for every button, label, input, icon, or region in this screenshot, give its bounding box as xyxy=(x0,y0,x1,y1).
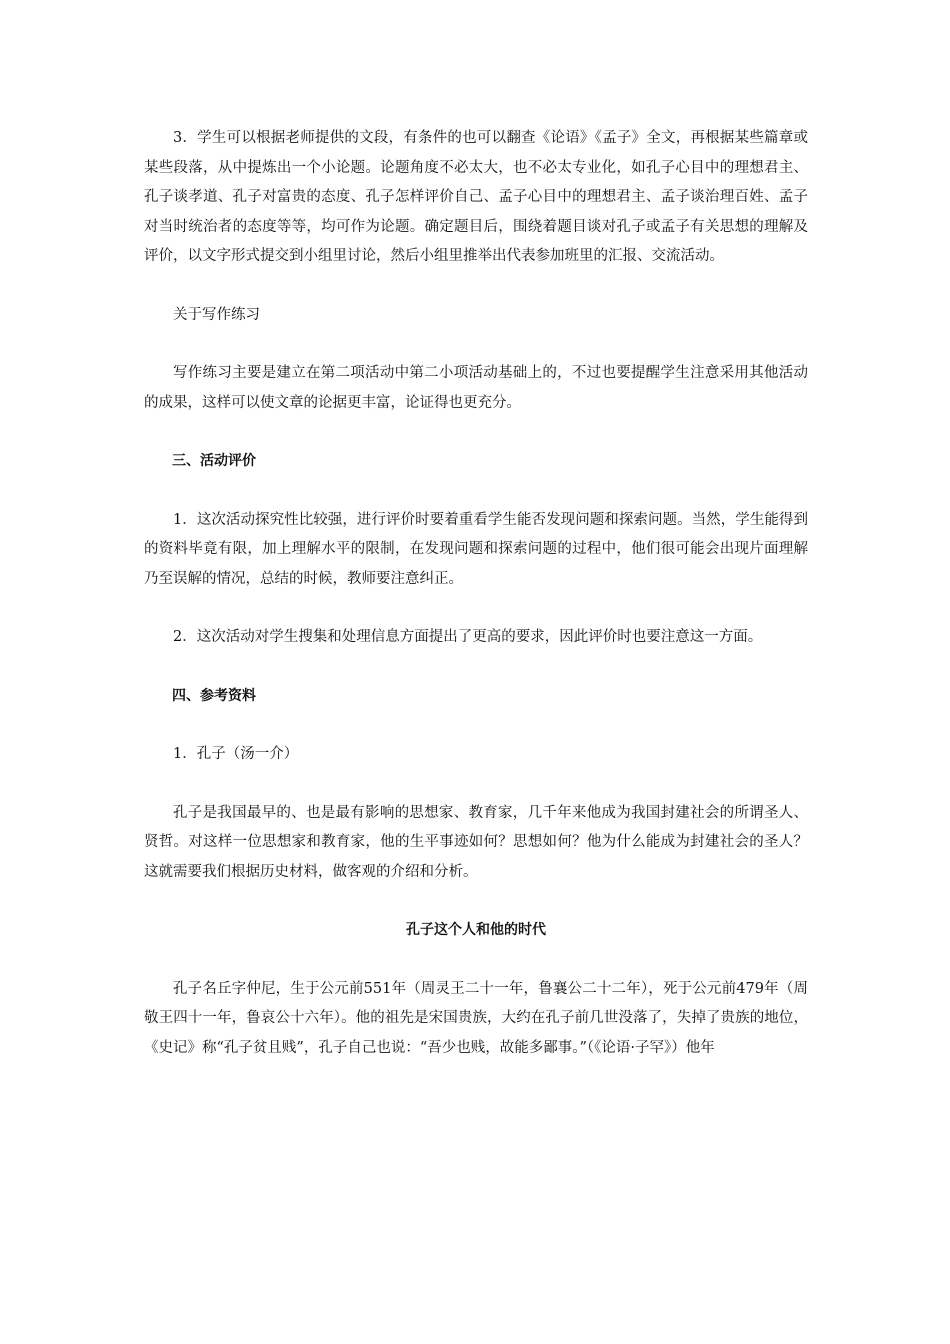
paragraph-confucius-life: 孔子名丘字仲尼，生于公元前551年（周灵王二十一年，鲁襄公二十二年），死于公元前479年（周敬王四十一年，鲁哀公十六年）。他的祖先是宋国贵族，大约在孔子前几世没落了，失掉了贵族的地位，《史记》称“孔子贫且贱”，孔子自己也说：“吾少也贱，故能多鄙事。”（《论语·子罕》）他年 xyxy=(144,980,808,1056)
paragraph-evaluation-2: 2．这次活动对学生搜集和处理信息方面提出了更高的要求，因此评价时也要注意这一方面。 xyxy=(173,629,763,645)
subheading-writing-practice: 关于写作练习 xyxy=(173,306,260,323)
section-heading-evaluation: 三、活动评价 xyxy=(172,453,256,469)
paragraph-evaluation-1: 1．这次活动探究性比较强，进行评价时要着重看学生能否发现问题和探索问题。当然，学生能得到的资料毕竟有限，加上理解水平的限制，在发现问题和探索问题的过程中，他们很可能会出现片面理解乃至误解的情况，总结的时候，教师要注意纠正。 xyxy=(144,511,808,587)
article-title: 孔子这个人和他的时代 xyxy=(406,922,546,938)
section-heading-references: 四、参考资料 xyxy=(172,687,256,704)
paragraph-activity-3: 3．学生可以根据老师提供的文段，有条件的也可以翻查《论语》《孟子》全文，再根据某些篇章或某些段落，从中提炼出一个小论题。论题角度不必太大，也不必太专业化，如孔子心目中的理想君主、孔子谈孝道、孔子对富贵的态度、孔子怎样评价自己、孟子心目中的理想君主、孟子谈治理百姓、孟子对当时统治者的态度等等，均可作为论题。确定题目后，围绕着题目谈对孔子或孟子有关思想的理解及评价，以文字形式提交到小组里讨论，然后小组里推举出代表参加班里的汇报、交流活动。 xyxy=(144,130,808,264)
reference-item-confucius: 1．孔子（汤一介） xyxy=(173,746,299,762)
paragraph-confucius-intro: 孔子是我国最早的、也是最有影响的思想家、教育家，几千年来他成为我国封建社会的所谓圣人、贤哲。对这样一位思想家和教育家，他的生平事迹如何？思想如何？他为什么能成为封建社会的圣人？这就需要我们根据历史材料，做客观的介绍和分析。 xyxy=(144,804,808,880)
document-body xyxy=(144,124,808,1092)
paragraph-writing-practice: 写作练习主要是建立在第二项活动中第二小项活动基础上的，不过也要提醒学生注意采用其他活动的成果，这样可以使文章的论据更丰富，论证得也更充分。 xyxy=(144,365,808,411)
